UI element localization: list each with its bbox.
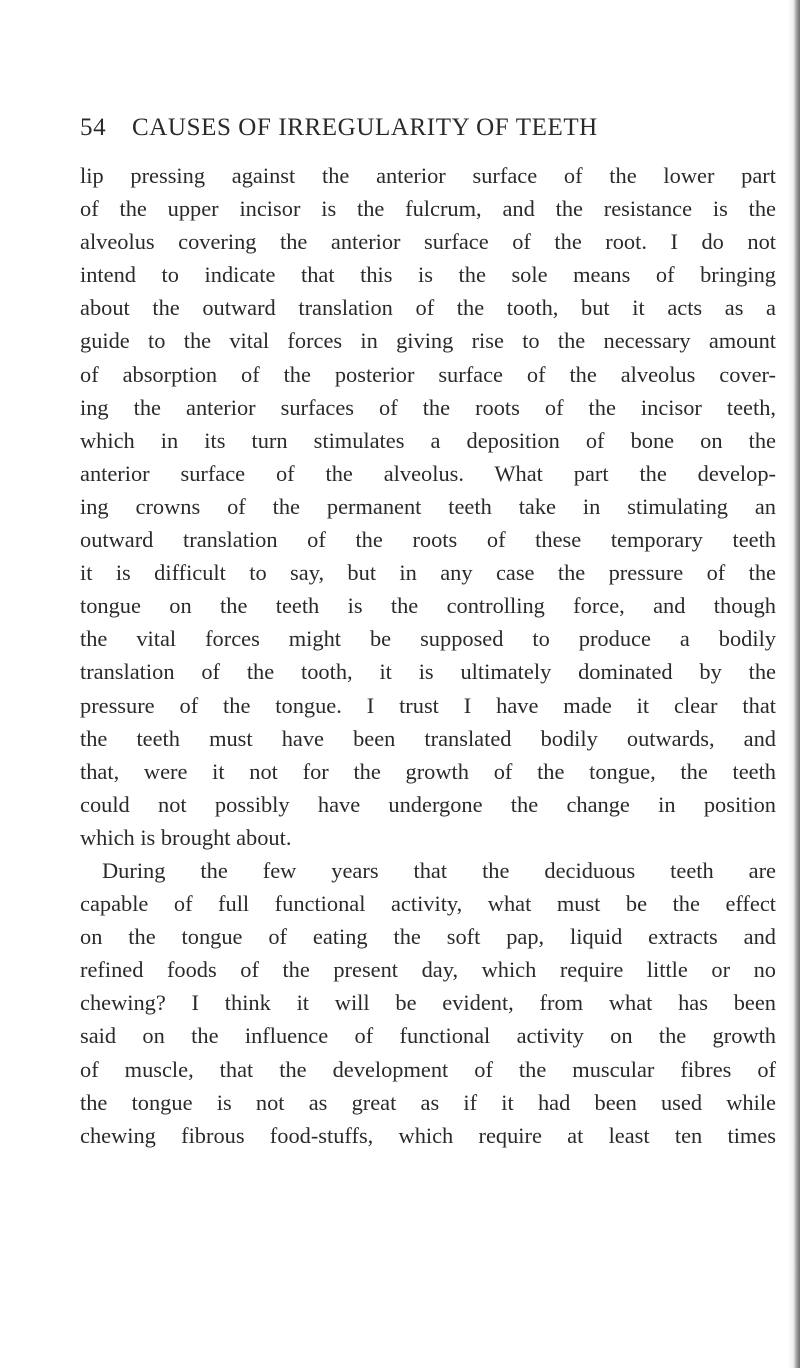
text-line: chewing? I think it will be evident, from what has been (80, 990, 776, 1016)
running-title: CAUSES OF IRREGULARITY OF TEETH (132, 114, 598, 141)
text-line: said on the influence of functional activity on the growth (80, 1023, 776, 1049)
text-line: outward translation of the roots of these temporary teeth (80, 527, 776, 553)
running-header (80, 114, 780, 148)
text-line: it is difficult to say, but in any case the pressure of the (80, 560, 776, 586)
text-line: the tongue is not as great as if it had been used while (80, 1089, 776, 1115)
text-line-paragraph-start: During the few years that the deciduous teeth are (102, 857, 776, 883)
text-line: of muscle, that the development of the muscular fibres of (80, 1056, 776, 1082)
text-line: capable of full functional activity, what must be the effect (80, 891, 776, 917)
text-line: on the tongue of eating the soft pap, liquid extracts and (80, 924, 776, 950)
text-line: lip pressing against the anterior surface of the lower part (80, 163, 776, 188)
body-text (80, 159, 776, 1152)
text-line: tongue on the teeth is the controlling force, and though (80, 593, 776, 619)
text-line: anterior surface of the alveolus. What part the develop- (80, 460, 776, 486)
text-line: of the upper incisor is the fulcrum, and the resistance is the (80, 196, 776, 222)
text-line: that, were it not for the growth of the tongue, the teeth (80, 758, 776, 784)
text-line: which in its turn stimulates a deposition of bone on the (80, 427, 776, 453)
text-line: translation of the tooth, it is ultimately dominated by the (80, 659, 776, 685)
text-line: refined foods of the present day, which require little or no (80, 957, 776, 983)
text-line: alveolus covering the anterior surface of the root. I do not (80, 229, 776, 255)
text-line: intend to indicate that this is the sole means of bringing (80, 262, 776, 288)
page-number: 54 (80, 114, 107, 141)
text-line: ing the anterior surfaces of the roots of the incisor teeth, (80, 394, 776, 420)
text-line: about the outward translation of the tooth, but it acts as a (80, 295, 776, 321)
text-line: chewing fibrous food-stuffs, which require at least ten times (80, 1122, 776, 1148)
text-line-paragraph-end: which is brought about. (80, 824, 292, 850)
text-line: of absorption of the posterior surface of the alveolus cover- (80, 361, 776, 387)
text-line: pressure of the tongue. I trust I have made it clear that (80, 692, 776, 718)
text-line: guide to the vital forces in giving rise to the necessary amount (80, 328, 776, 354)
text-line: the teeth must have been translated bodily outwards, and (80, 725, 776, 751)
text-line: could not possibly have undergone the change in position (80, 791, 776, 817)
text-line: ing crowns of the permanent teeth take in stimulating an (80, 493, 776, 519)
page-edge-shadow (788, 0, 800, 1368)
text-line: the vital forces might be supposed to produce a bodily (80, 626, 776, 652)
